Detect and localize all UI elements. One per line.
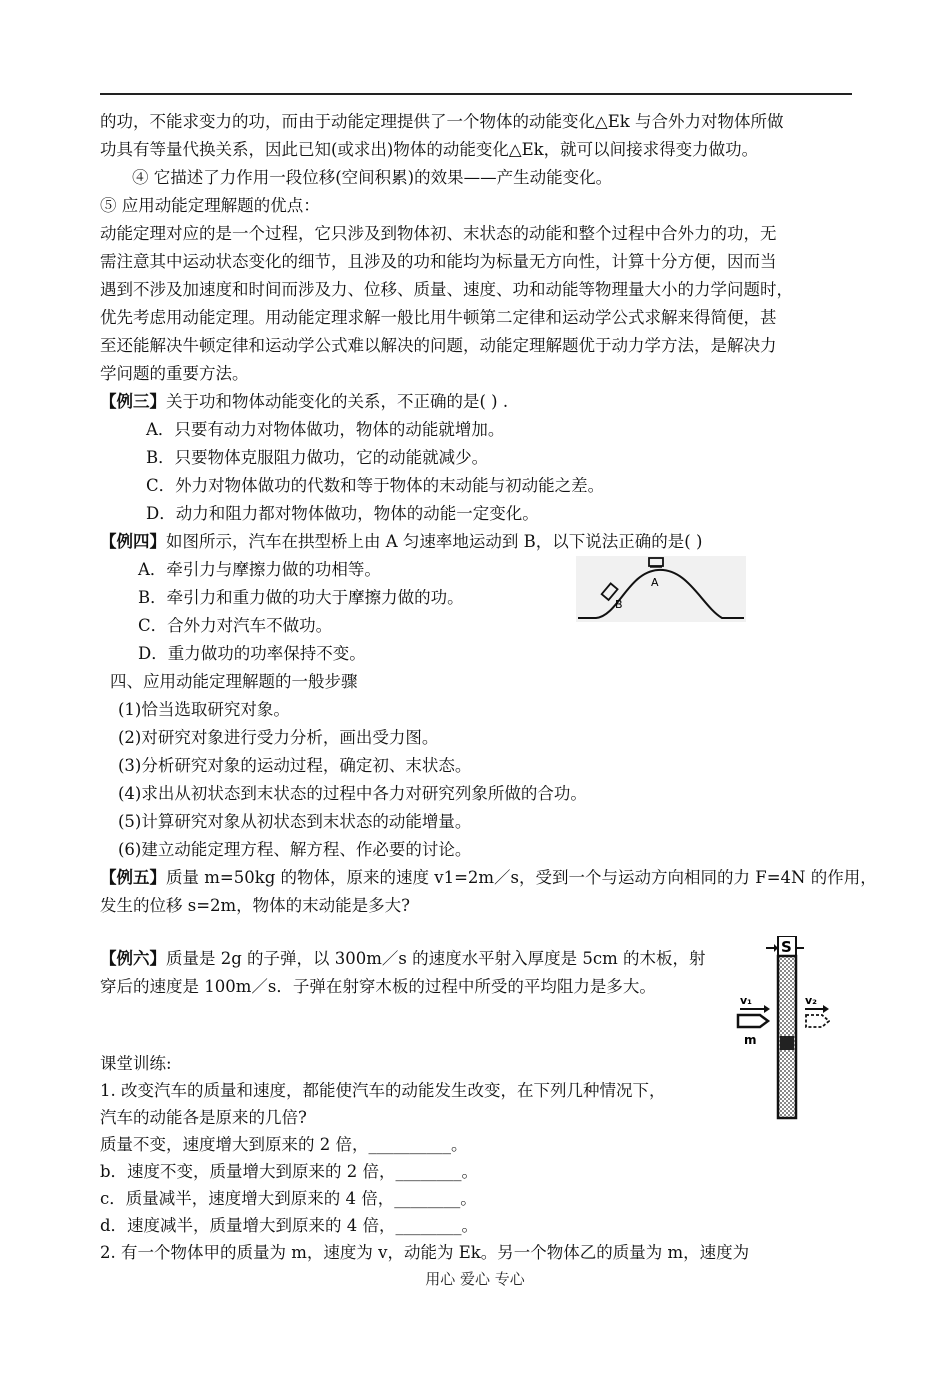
practice-q1-item: c．质量减半，速度增大到原来的 4 倍，________。 — [100, 1189, 477, 1208]
text-line: 的功，不能求变力的功，而由于动能定理提供了一个物体的动能变化△Ek 与合外力对物体所做 — [100, 112, 784, 131]
practice-q1-item: b．速度不变，质量增大到原来的 2 倍，________。 — [100, 1162, 479, 1181]
step-item: (4)求出从初状态到末状态的过程中各力对研究列象所做的合功。 — [118, 784, 587, 803]
step-item: (6)建立动能定理方程、解方程、作必要的讨论。 — [118, 840, 472, 859]
example-5-question — [100, 864, 877, 892]
step-item: (5)计算研究对象从初状态到末状态的动能增量。 — [118, 812, 472, 831]
example-3-option-d: D．动力和阻力都对物体做功，物体的动能一定变化。 — [146, 504, 539, 523]
step-item: (1)恰当选取研究对象。 — [118, 700, 290, 719]
example-4-option-d: D．重力做功的功率保持不变。 — [138, 644, 366, 663]
practice-title: 课堂训练: — [100, 1054, 172, 1073]
practice-q1-item: 质量不变，速度增大到原来的 2 倍，__________。 — [100, 1135, 468, 1154]
label-v1: v₁ — [740, 994, 752, 1007]
text-line: 动能定理对应的是一个过程，它只涉及到物体初、末状态的动能和整个过程中合外力的功，无 — [100, 224, 777, 243]
text-line: 遇到不涉及加速度和时间而涉及力、位移、质量、速度、功和动能等物理量大小的力学问题时， — [100, 280, 793, 299]
text-line: 需注意其中运动状态变化的细节，且涉及的功和能均为标量无方向性，计算十分方便，因而当 — [100, 252, 777, 271]
example-3-question — [100, 388, 508, 416]
text-line: 至还能解决牛顿定律和运动学公式难以解决的问题，动能定理解题优于动力学方法，是解决力 — [100, 336, 777, 355]
text-line: ⑤ 应用动能定理解题的优点： — [100, 196, 320, 215]
bullet-before — [738, 1015, 768, 1027]
label-v2: v₂ — [805, 994, 817, 1007]
label-m: m — [744, 1033, 757, 1047]
text-line: 功具有等量代换关系，因此已知(或求出)物体的动能变化△Ek，就可以间接求得变力做功。 — [100, 140, 759, 159]
example-3-label: 【例三】 — [100, 392, 166, 411]
bullet-hole-mark — [780, 1036, 794, 1050]
label-b: B — [615, 598, 623, 611]
example-5-label: 【例五】 — [100, 868, 166, 887]
label-s: S — [781, 938, 792, 956]
label-a: A — [651, 576, 659, 589]
example-4-text: 如图所示，汽车在拱型桥上由 A 匀速率地运动到 B，以下说法正确的是( ) — [166, 532, 703, 551]
example-3-option-b: B．只要物体克服阻力做功，它的动能就减少。 — [146, 448, 489, 467]
example-4-option-c: C．合外力对汽车不做功。 — [138, 616, 333, 635]
example-5-line1: 质量 m=50kg 的物体，原来的速度 v1=2m／s，受到一个与运动方向相同的力 F=4N 的作用， — [166, 868, 877, 887]
practice-q1-line1: 1. 改变汽车的质量和速度，都能使汽车的动能发生改变，在下列几种情况下， — [100, 1081, 666, 1100]
example-3-text: 关于功和物体动能变化的关系，不正确的是( ) . — [166, 392, 509, 411]
text-line: ④ 它描述了力作用一段位移(空间积累)的效果——产生动能变化。 — [132, 168, 613, 187]
example-4-question — [100, 528, 702, 556]
bullet-after — [806, 1015, 829, 1027]
example-6-line2: 穿后的速度是 100m／s．子弹在射穿木板的过程中所受的平均阻力是多大。 — [100, 977, 656, 996]
example-6-question — [100, 945, 706, 973]
page-footer: 用心 爱心 专心 — [425, 1270, 525, 1288]
example-4-option-b: B．牵引力和重力做的功大于摩擦力做的功。 — [138, 588, 464, 607]
example-4-label: 【例四】 — [100, 532, 166, 551]
example-3-option-c: C．外力对物体做功的代数和等于物体的末动能与初动能之差。 — [146, 476, 605, 495]
bullet-board-figure — [730, 936, 830, 1120]
example-5-line2: 发生的位移 s=2m，物体的末动能是多大? — [100, 896, 411, 915]
text-line: 学问题的重要方法。 — [100, 364, 249, 383]
practice-q1-item: d．速度减半，质量增大到原来的 4 倍，________。 — [100, 1216, 479, 1235]
example-3-option-a: A．只要有动力对物体做功，物体的动能就增加。 — [146, 420, 505, 439]
step-item: (3)分析研究对象的运动过程，确定初、末状态。 — [118, 756, 472, 775]
example-6-line1: 质量是 2g 的子弹，以 300m／s 的速度水平射入厚度是 5cm 的木板，射 — [166, 949, 706, 968]
example-6-label: 【例六】 — [100, 949, 166, 968]
practice-q2-line1: 2. 有一个物体甲的质量为 m，速度为 v，动能为 Ek。另一个物体乙的质量为 m，速度为 — [100, 1243, 750, 1262]
example-4-option-a: A．牵引力与摩擦力做的功相等。 — [138, 560, 381, 579]
step-item: (2)对研究对象进行受力分析，画出受力图。 — [118, 728, 439, 747]
header-rule — [100, 93, 852, 95]
arch-bridge-figure — [576, 556, 746, 622]
text-line: 优先考虑用动能定理。用动能定理求解一般比用牛顿第二定律和运动学公式求解来得简便，甚 — [100, 308, 777, 327]
practice-q1-line2: 汽车的动能各是原来的几倍? — [100, 1108, 307, 1127]
steps-title: 四、应用动能定理解题的一般步骤 — [110, 672, 358, 691]
